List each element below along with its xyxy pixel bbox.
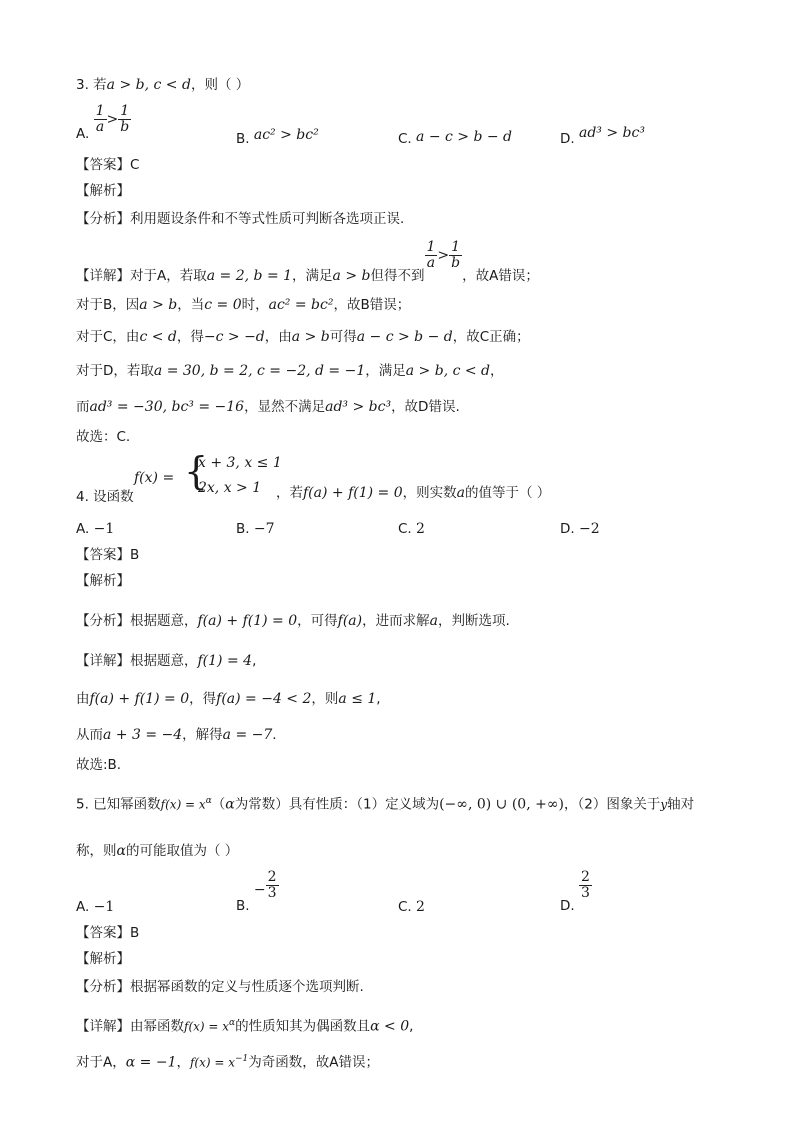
option-letter: B. (236, 521, 250, 537)
text: 称，则 (76, 843, 117, 859)
math: α < 0 (370, 1018, 410, 1035)
text: ，满足 (365, 363, 406, 379)
option-math: 2 (416, 521, 425, 537)
sign: − (253, 881, 266, 898)
relation: > (106, 111, 119, 128)
math: −1 (235, 1054, 249, 1064)
text: 对于B，因 (76, 297, 140, 313)
text: ，解得 (182, 727, 223, 743)
frac-den: b (451, 255, 461, 271)
option-letter: D. (560, 897, 575, 914)
q5-option-c (398, 898, 425, 916)
math: a (456, 485, 465, 501)
text: 对于D，若取 (76, 363, 154, 379)
math: a > b, c < d (405, 363, 491, 379)
math: f(x) = x (184, 1019, 230, 1034)
text: ， (490, 363, 504, 379)
text: 的性质知其为偶函数且 (235, 1018, 371, 1035)
option-letter: A. (76, 521, 90, 537)
math: ad³ > bc³ (325, 399, 392, 415)
text: 但得不到 (370, 267, 425, 284)
math: f(a) + f(1) = 0 (303, 485, 403, 501)
text: 而 (76, 399, 90, 415)
fenxi-label: 【分析】 (76, 979, 130, 995)
q4-fx (134, 470, 174, 486)
option-letter: D. (560, 131, 575, 147)
fraction (118, 104, 131, 135)
analysis-label: 【解析】 (76, 183, 130, 199)
fenxi-label: 【分析】 (76, 613, 130, 629)
text: 时， (241, 297, 269, 313)
text: 轴对 (667, 796, 695, 813)
math: a = 2, b = 1 (206, 267, 293, 284)
text: ，故D错误. (391, 399, 460, 415)
math: a (429, 613, 438, 629)
text: 可得 (329, 329, 357, 345)
math: (−∞, 0) ∪ (0, +∞) (439, 796, 564, 813)
q3-option-d (560, 124, 645, 147)
answer-value: C (130, 157, 140, 173)
detail-label: 【详解】 (76, 1018, 130, 1035)
option-letter: B. (236, 131, 250, 147)
math: α (205, 796, 212, 806)
fenxi-label: 【分析】 (76, 211, 130, 227)
q4-stem-rest (276, 484, 550, 502)
text: ，故A错误； (462, 267, 539, 284)
q5-detail-line-1 (76, 1014, 413, 1036)
relation: > (437, 247, 450, 264)
q4-detail-line-3 (76, 726, 277, 744)
math: f(a) (337, 613, 363, 629)
text: ，得 (189, 691, 217, 707)
text: 为常数）具有性质：（1）定义域为 (234, 796, 440, 813)
option-math: ad³ > bc³ (578, 125, 645, 141)
q3-fenxi (76, 210, 404, 228)
q3-choose (76, 428, 130, 446)
text: , (252, 653, 257, 669)
q4-detail-line-2 (76, 690, 381, 708)
text: 对于C，由 (76, 329, 140, 345)
text: ， (176, 1054, 190, 1071)
q3-option-c (398, 128, 512, 146)
math: f(a) = −4 < 2 (216, 691, 312, 707)
frac-num: 1 (95, 103, 105, 119)
text: ，当 (177, 297, 205, 313)
answer-label: 【答案】 (76, 547, 130, 563)
q4-option-a (76, 520, 114, 538)
math: ad³ = −30, bc³ = −16 (89, 399, 245, 415)
frac-den: b (120, 119, 130, 135)
text: ，满足 (292, 267, 333, 284)
option-math: −1 (93, 521, 115, 537)
q4-stem-pre (76, 488, 134, 506)
math: a = −7 (222, 727, 273, 743)
q5-answer (76, 924, 139, 942)
q4-fenxi (76, 612, 510, 630)
math: ac² = bc² (268, 297, 334, 313)
text: ，若 (276, 485, 303, 501)
math: f(1) = 4 (197, 653, 253, 669)
option-letter: C. (398, 899, 412, 915)
text: ，故C正确； (452, 329, 530, 345)
q3-detail-line-1 (76, 239, 539, 284)
math: a + 3 = −4 (103, 727, 183, 743)
text: ，判断选项. (437, 613, 510, 629)
option-math: −2 (578, 521, 600, 537)
q5-detail-line-2 (76, 1050, 379, 1072)
text: 由幂函数 (130, 1018, 184, 1035)
math: y (660, 797, 668, 812)
math: a ≤ 1 (338, 691, 377, 707)
q4-detail-line-1 (76, 652, 256, 670)
frac-num: 1 (426, 239, 436, 255)
q3-stem (76, 76, 249, 94)
option-letter: C. (398, 131, 412, 147)
frac-num: 2 (267, 869, 277, 885)
answer-label: 【答案】 (76, 925, 130, 941)
option-letter: C. (398, 521, 412, 537)
fraction (94, 104, 107, 135)
text: （ (211, 796, 226, 813)
text: 的值等于（ ） (465, 485, 551, 501)
text: 根据题意， (130, 613, 198, 629)
math: α = −1 (125, 1054, 177, 1071)
q5-option-b (236, 869, 279, 914)
q3-detail-line-4 (76, 362, 504, 380)
math: x + 3, x ≤ 1 (198, 455, 282, 471)
q4-choose (76, 756, 121, 774)
fraction (425, 240, 438, 271)
answer-label: 【答案】 (76, 157, 130, 173)
fenxi-text: 利用题设条件和不等式性质可判断各选项正误. (130, 211, 405, 227)
detail-label: 【详解】 (76, 267, 130, 284)
q3-stem-math: a > b, c < d (106, 77, 191, 93)
math: −c > −d (203, 329, 265, 345)
text: ，可得 (297, 613, 338, 629)
fraction (266, 870, 279, 901)
text: 对于A，若取 (130, 267, 207, 284)
math: a = 30, b = 2, c = −2, d = −1 (153, 363, 366, 379)
q4-case-1 (198, 455, 282, 471)
detail-label: 【详解】 (76, 653, 130, 669)
fraction (579, 870, 592, 901)
math: a > b (332, 267, 371, 284)
math: c < d (139, 329, 177, 345)
q3-option-b (236, 126, 319, 147)
text: 对于A， (76, 1054, 126, 1071)
text: 4. 设函数 (76, 489, 134, 505)
option-math: −1 (93, 899, 115, 915)
q4-answer (76, 546, 139, 564)
answer-value: B (130, 925, 140, 941)
text: ，显然不满足 (244, 399, 326, 415)
text: 的可能取值为（ ） (125, 843, 239, 859)
text: . (272, 727, 277, 743)
text: ，得 (176, 329, 204, 345)
text: 从而 (76, 727, 103, 743)
text: 故选：C. (76, 429, 131, 445)
text: ，由 (264, 329, 292, 345)
option-letter: D. (560, 521, 575, 537)
option-letter: B. (236, 897, 250, 914)
math: a − c > b − d (356, 329, 453, 345)
text: ，故B错误； (333, 297, 411, 313)
analysis-label: 【解析】 (76, 573, 130, 589)
q4-option-c (398, 520, 425, 538)
q5-fenxi (76, 978, 364, 996)
option-letter: A. (76, 125, 90, 142)
q4-option-b (236, 520, 275, 538)
text: , (376, 691, 381, 707)
q5-analysis-label (76, 950, 130, 968)
text: 由 (76, 691, 90, 707)
text: 为奇函数，故A错误； (248, 1054, 380, 1071)
frac-den: a (95, 119, 105, 135)
text: 根据题意， (130, 653, 198, 669)
text: ，则 (311, 691, 339, 707)
piecewise-brace: { (184, 449, 209, 493)
q3-detail-line-5 (76, 398, 460, 416)
option-math: −7 (253, 521, 275, 537)
math: α (229, 1018, 236, 1028)
frac-num: 1 (118, 104, 131, 120)
q5-stem-line-2 (76, 842, 238, 860)
q4-analysis-label (76, 572, 130, 590)
math: f(x) = (134, 470, 175, 486)
math: a > b (291, 329, 330, 345)
option-math: a − c > b − d (416, 129, 513, 145)
math: f(x) = x (189, 1055, 236, 1070)
q3-detail-line-3 (76, 328, 530, 346)
q4-option-d (560, 520, 600, 538)
math: α (225, 796, 235, 813)
math: f(x) = x (160, 797, 206, 812)
q5-option-a (76, 898, 114, 916)
text: , (409, 1018, 414, 1035)
q4-case-2 (198, 480, 261, 496)
text: 根据幂函数的定义与性质逐个选项判断. (130, 979, 364, 995)
frac-den: a (426, 255, 436, 271)
text: 5. 已知幂函数 (76, 796, 161, 813)
analysis-label: 【解析】 (76, 951, 130, 967)
q3-detail-line-2 (76, 296, 410, 314)
math: a > b (139, 297, 178, 313)
option-math: ac² > bc² (253, 127, 319, 143)
frac-den: 3 (580, 885, 590, 901)
option-math: 2 (416, 899, 425, 915)
fraction (449, 240, 462, 271)
text: ，进而求解 (362, 613, 430, 629)
math: c = 0 (204, 297, 242, 313)
q3-stem-post: ，则（ ） (190, 77, 250, 93)
q3-option-a (76, 103, 131, 142)
math: 2x, x > 1 (198, 480, 262, 496)
frac-den: 3 (267, 885, 277, 901)
math: f(a) + f(1) = 0 (89, 691, 190, 707)
answer-value: B (130, 547, 140, 563)
frac-num: 1 (449, 240, 462, 256)
text: 故选:B. (76, 757, 122, 773)
q3-answer (76, 156, 139, 174)
option-letter: A. (76, 899, 90, 915)
q5-option-d (560, 869, 592, 914)
text: ，则实数 (402, 485, 457, 501)
frac-num: 2 (580, 869, 590, 885)
math: f(a) + f(1) = 0 (197, 613, 298, 629)
q3-analysis-label (76, 182, 130, 200)
q3-stem-pre: 3. 若 (76, 77, 107, 93)
text: ，（2）图象关于 (563, 796, 661, 813)
math: α (116, 843, 126, 859)
q5-stem-line-1 (76, 792, 694, 814)
